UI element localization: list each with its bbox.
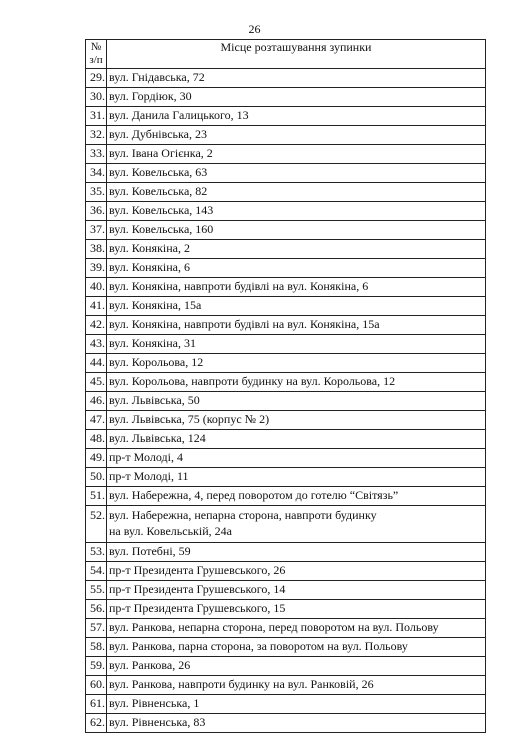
table-row	[86, 411, 486, 430]
stop-location-text: пр-т Молоді, 4	[109, 450, 183, 464]
stop-location-text: вул. Конякіна, 2	[109, 241, 190, 255]
table-row	[86, 487, 486, 506]
column-header-location: Місце розташування зупинки	[107, 40, 486, 69]
stop-location-text: вул. Конякіна, 15а	[109, 298, 202, 312]
table-row	[86, 164, 486, 183]
stop-location-text: на вул. Ковельській, 24а	[109, 524, 232, 538]
stop-location-text: вул. Ранкова, непарна сторона, перед поворотом на вул. Польову	[109, 620, 439, 634]
stop-location-text: вул. Ковельська, 63	[109, 165, 208, 179]
stop-location-cell	[107, 430, 486, 449]
stop-location-text: вул. Конякіна, навпроти будівлі на вул. Конякіна, 15а	[109, 317, 380, 331]
row-number: 49.	[86, 449, 107, 468]
row-number: 39.	[86, 259, 107, 278]
stop-location-text: вул. Конякіна, 31	[109, 336, 196, 350]
table-header	[86, 40, 486, 69]
stop-location-text: вул. Ранкова, парна сторона, за поворотом на вул. Польову	[109, 639, 408, 653]
stop-location-cell	[107, 506, 486, 543]
stop-location-cell	[107, 164, 486, 183]
table-row	[86, 221, 486, 240]
row-number: 54.	[86, 562, 107, 581]
stop-location-cell	[107, 240, 486, 259]
stop-location-text: вул. Конякіна, навпроти будівлі на вул. Конякіна, 6	[109, 279, 369, 293]
row-number: 33.	[86, 145, 107, 164]
row-number: 29.	[86, 69, 107, 88]
table-row	[86, 88, 486, 107]
table-row	[86, 600, 486, 619]
stop-location-text: вул. Рівненська, 1	[109, 696, 200, 710]
table-row	[86, 183, 486, 202]
stop-location-text: вул. Ковельська, 143	[109, 203, 214, 217]
row-number: 60.	[86, 676, 107, 695]
row-number: 47.	[86, 411, 107, 430]
stop-location-cell	[107, 259, 486, 278]
stop-location-text: вул. Ковельська, 160	[109, 222, 214, 236]
stop-location-text: вул. Ранкова, навпроти будинку на вул. Ранковій, 26	[109, 677, 374, 691]
stop-location-cell	[107, 373, 486, 392]
stop-location-text: вул. Ковельська, 82	[109, 184, 208, 198]
row-number: 48.	[86, 430, 107, 449]
table-row	[86, 449, 486, 468]
table-row	[86, 126, 486, 145]
table-row	[86, 392, 486, 411]
row-number: 31.	[86, 107, 107, 126]
stop-location-cell	[107, 297, 486, 316]
stop-location-cell	[107, 487, 486, 506]
stop-location-cell	[107, 638, 486, 657]
table-row	[86, 430, 486, 449]
table-row	[86, 354, 486, 373]
stop-location-cell	[107, 468, 486, 487]
row-number: 43.	[86, 335, 107, 354]
stop-location-cell	[107, 202, 486, 221]
table-row	[86, 316, 486, 335]
stop-location-cell	[107, 221, 486, 240]
table-row	[86, 145, 486, 164]
table-row	[86, 259, 486, 278]
stop-location-text: вул. Набережна, непарна сторона, навпроти будинку	[109, 508, 377, 522]
stop-location-text: вул. Потебні, 59	[109, 544, 191, 558]
stop-location-cell	[107, 676, 486, 695]
stop-location-text: вул. Львівська, 75 (корпус № 2)	[109, 412, 270, 426]
row-number: 35.	[86, 183, 107, 202]
bus-stops-table	[85, 39, 486, 733]
table-body	[86, 69, 486, 733]
stop-location-cell	[107, 126, 486, 145]
stop-location-text: вул. Львівська, 50	[109, 393, 200, 407]
row-number: 57.	[86, 619, 107, 638]
stop-location-cell	[107, 543, 486, 562]
stop-location-text: вул. Львівська, 124	[109, 431, 206, 445]
table-row	[86, 335, 486, 354]
table-row	[86, 676, 486, 695]
stop-location-text: пр-т Президента Грушевського, 26	[109, 563, 286, 577]
stop-location-cell	[107, 600, 486, 619]
stop-location-cell	[107, 278, 486, 297]
table-row	[86, 69, 486, 88]
row-number: 40.	[86, 278, 107, 297]
row-number: 37.	[86, 221, 107, 240]
table-row	[86, 107, 486, 126]
stop-location-text: вул. Гнідавська, 72	[109, 70, 205, 84]
row-number: 50.	[86, 468, 107, 487]
header-row	[86, 40, 486, 69]
row-number: 56.	[86, 600, 107, 619]
table-row	[86, 506, 486, 543]
table-row	[86, 638, 486, 657]
table-row	[86, 297, 486, 316]
stop-location-cell	[107, 714, 486, 733]
stop-location-cell	[107, 392, 486, 411]
row-number: 41.	[86, 297, 107, 316]
stop-location-text: вул. Данила Галицького, 13	[109, 108, 249, 122]
stop-location-cell	[107, 354, 486, 373]
row-number: 45.	[86, 373, 107, 392]
stop-location-cell	[107, 411, 486, 430]
column-header-number-abbrev: з/п	[89, 54, 103, 66]
page-number: 26	[248, 22, 261, 36]
stop-location-cell	[107, 183, 486, 202]
stop-location-cell	[107, 107, 486, 126]
stop-location-cell	[107, 88, 486, 107]
stop-location-text: пр-т Молоді, 11	[109, 469, 189, 483]
row-number: 55.	[86, 581, 107, 600]
row-number: 51.	[86, 487, 107, 506]
table-row	[86, 695, 486, 714]
stop-location-cell	[107, 145, 486, 164]
table-row	[86, 543, 486, 562]
row-number: 59.	[86, 657, 107, 676]
row-number: 58.	[86, 638, 107, 657]
row-number: 62.	[86, 714, 107, 733]
row-number: 30.	[86, 88, 107, 107]
stop-location-text: вул. Гордіюк, 30	[109, 89, 192, 103]
stop-location-cell	[107, 581, 486, 600]
stop-location-text: пр-т Президента Грушевського, 15	[109, 601, 286, 615]
table-row	[86, 562, 486, 581]
stop-location-text: вул. Рівненська, 83	[109, 715, 206, 729]
stop-location-cell	[107, 562, 486, 581]
stop-location-cell	[107, 335, 486, 354]
row-number: 53.	[86, 543, 107, 562]
row-number: 44.	[86, 354, 107, 373]
column-header-number-sign: №	[90, 41, 102, 53]
table-row	[86, 619, 486, 638]
table-row	[86, 240, 486, 259]
row-number: 38.	[86, 240, 107, 259]
row-number: 46.	[86, 392, 107, 411]
stop-location-cell	[107, 69, 486, 88]
table-row	[86, 202, 486, 221]
stop-location-text: вул. Корольова, 12	[109, 355, 204, 369]
row-number: 34.	[86, 164, 107, 183]
row-number: 36.	[86, 202, 107, 221]
stop-location-text: вул. Івана Огієнка, 2	[109, 146, 213, 160]
stop-location-cell	[107, 619, 486, 638]
stop-location-cell	[107, 657, 486, 676]
column-header-number	[86, 40, 107, 69]
stop-location-cell	[107, 695, 486, 714]
row-number: 42.	[86, 316, 107, 335]
stop-location-text: вул. Корольова, навпроти будинку на вул. Корольова, 12	[109, 374, 396, 388]
table-row	[86, 373, 486, 392]
table-row	[86, 714, 486, 733]
table-row	[86, 278, 486, 297]
stop-location-text: вул. Дубнівська, 23	[109, 127, 207, 141]
stop-location-cell	[107, 316, 486, 335]
stop-location-text: вул. Ранкова, 26	[109, 658, 191, 672]
table-row	[86, 657, 486, 676]
stop-location-cell	[107, 449, 486, 468]
row-number: 52.	[86, 506, 107, 543]
stop-location-text: вул. Конякіна, 6	[109, 260, 190, 274]
table-row	[86, 581, 486, 600]
stop-location-text: пр-т Президента Грушевського, 14	[109, 582, 286, 596]
row-number: 61.	[86, 695, 107, 714]
row-number: 32.	[86, 126, 107, 145]
table-row	[86, 468, 486, 487]
stop-location-text: вул. Набережна, 4, перед поворотом до готелю “Світязь”	[109, 488, 399, 502]
